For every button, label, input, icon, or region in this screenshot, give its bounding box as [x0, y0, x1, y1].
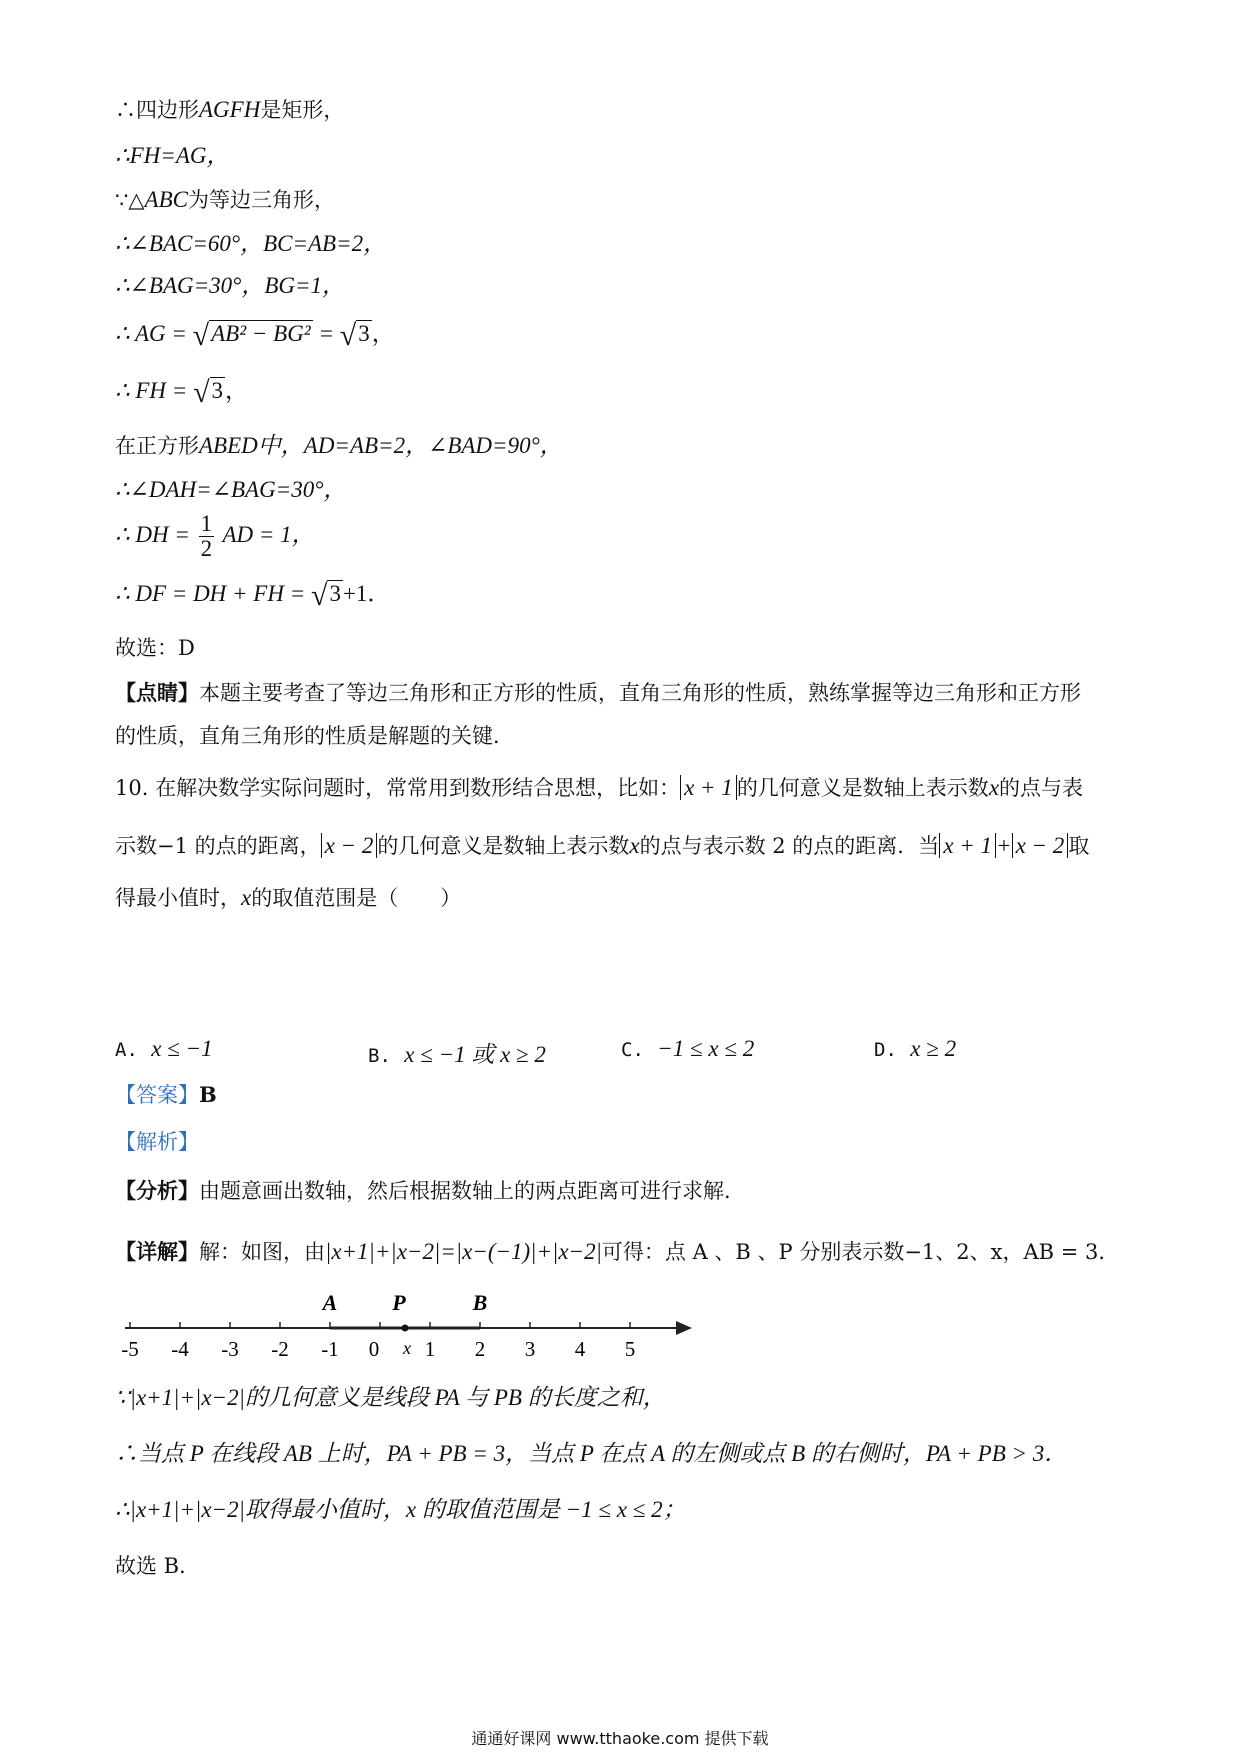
step-line-6: ∴ AG = √AB² − BG² = √3， — [115, 319, 395, 352]
step-line-8: 在正方形ABED中，AD=AB=2，∠BAD=90°， — [115, 433, 563, 458]
step-line-7: ∴ FH = √3， — [115, 376, 249, 409]
option-d: D. x ≥ 2 — [874, 1036, 957, 1061]
comment-line-1: 【点睛】本题主要考查了等边三角形和正方形的性质，直角三角形的性质，熟练掌握等边三角形和正方形 — [115, 680, 1081, 705]
number-line-figure — [110, 1286, 710, 1366]
label-a: A — [322, 1290, 338, 1315]
question-10-line-3: 得最小值时，x的取值范围是（ ） — [115, 885, 462, 910]
option-c: C. −1 ≤ x ≤ 2 — [621, 1036, 755, 1061]
point-p — [402, 1325, 409, 1332]
option-b: B. x ≤ −1 或 x ≥ 2 — [368, 1042, 546, 1067]
option-a: A. x ≤ −1 — [115, 1036, 213, 1061]
reason-line-3: ∴|x+1|+|x−2|取得最小值时，x 的取值范围是 −1 ≤ x ≤ 2； — [115, 1497, 686, 1522]
analysis-tag: 【解析】 — [115, 1130, 199, 1154]
label-x: x — [403, 1338, 411, 1358]
tick-label: 2 — [474, 1337, 486, 1361]
step-line-11: ∴ DF = DH + FH = √3+1． — [115, 579, 391, 612]
tick-label: 4 — [574, 1337, 586, 1361]
tick-label: 0 — [368, 1337, 380, 1361]
question-10-line-1: 10. 在解决数学实际问题时，常常用到数形结合思想，比如： x + 1 的几何意义是数轴上表示数x的点与表 — [115, 775, 1084, 800]
tick-label: -4 — [171, 1337, 189, 1361]
comment-line-2: 的性质，直角三角形的性质是解题的关键． — [115, 724, 514, 748]
tick-label: -5 — [121, 1337, 139, 1361]
fraction-one-half: $\frac{1}{2}$ — [200, 511, 213, 562]
reason-line-2: ∴当点 P 在线段 AB 上时，PA + PB = 3，当点 P 在点 A 的左侧或点 B 的右侧时，PA + PB > 3． — [115, 1441, 1068, 1466]
footer-source: 通通好课网 www.tthaoke.com 提供下载 — [471, 1729, 769, 1748]
step-line-3: ∵△ABC为等边三角形， — [115, 187, 335, 212]
step-line-10: ∴ DH = $\frac{1}{2}$ AD = 1， — [115, 511, 315, 562]
reason-line-1: ∵|x+1|+|x−2|的几何意义是线段 PA 与 PB 的长度之和， — [115, 1385, 666, 1410]
step-line-1: ∴四边形AGFH是矩形， — [115, 97, 345, 122]
choose-d: 故选：D — [115, 636, 195, 660]
detail-line: 【详解】解：如图，由|x+1|+|x−2|=|x−(−1)|+|x−2|可得：点 A 、B 、P 分别表示数−1、2、x，AB = 3． — [115, 1239, 1120, 1264]
tick-label: 3 — [524, 1337, 536, 1361]
tick-label: 1 — [424, 1337, 436, 1361]
step-line-2: ∴FH=AG， — [115, 143, 230, 168]
fenxi-line: 【分析】由题意画出数轴，然后根据数轴上的两点距离可进行求解． — [115, 1178, 745, 1203]
number-line-arrow — [676, 1321, 692, 1335]
tick-label: -2 — [271, 1337, 289, 1361]
label-p: P — [392, 1290, 406, 1315]
tick-label: -1 — [321, 1337, 339, 1361]
question-10-line-2: 示数−1 的点的距离， x − 2 的几何意义是数轴上表示数x的点与表示数 2 的点的距离．当 x + 1 + x − 2 取 — [115, 833, 1090, 858]
tick-label: -3 — [221, 1337, 239, 1361]
tick-label: 5 — [624, 1337, 636, 1361]
label-b: B — [472, 1290, 488, 1315]
choose-b: 故选 B． — [115, 1554, 201, 1578]
step-line-4: ∴∠BAC=60°，BC=AB=2， — [115, 231, 387, 256]
step-line-9: ∴∠DAH=∠BAG=30°， — [115, 477, 347, 502]
step-line-5: ∴∠BAG=30°，BG=1， — [115, 273, 346, 298]
answer-line: 【答案】B — [115, 1082, 217, 1107]
